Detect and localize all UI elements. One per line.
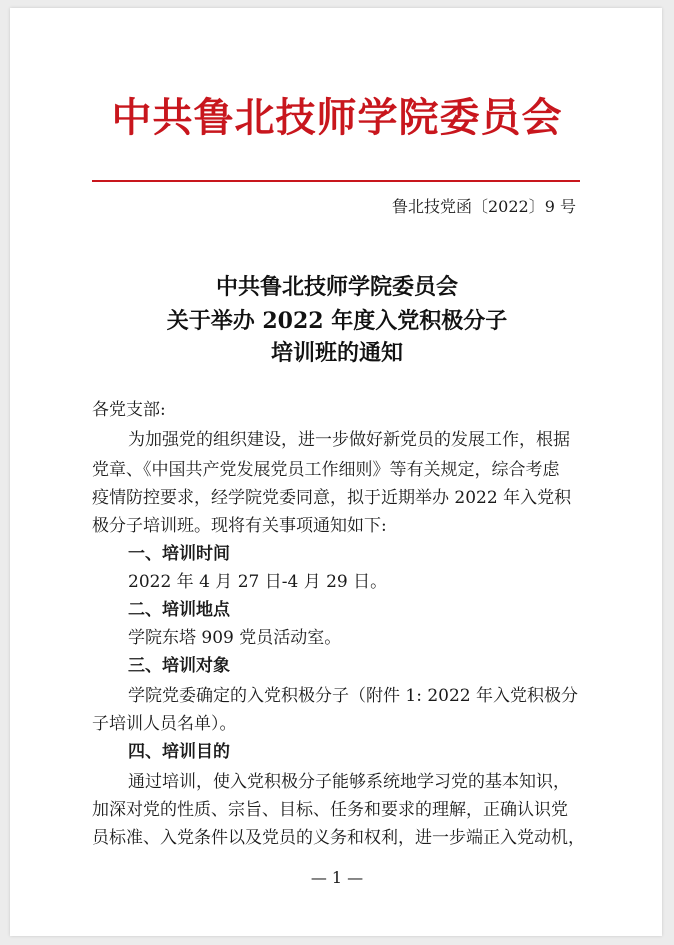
section-text: 子培训人员名单）。	[92, 714, 237, 734]
section-heading: 二、培训地点	[128, 600, 230, 620]
notice-title-line-2: 关于举办 2022 年度入党积极分子	[166, 308, 508, 334]
notice-title-line-1: 中共鲁北技师学院委员会	[215, 274, 458, 300]
page-number: — 1 —	[310, 868, 364, 887]
section-text: 2022 年 4 月 27 日-4 月 29 日。	[128, 572, 388, 592]
section-text: 通过培训，使入党积极分子能够系统地学习党的基本知识，	[128, 772, 570, 792]
section-text: 学院党委确定的入党积极分子（附件 1: 2022 年入党积极分	[128, 686, 579, 706]
org-red-header: 中共鲁北技师学院委员会	[111, 94, 563, 141]
intro-line: 党章、《中国共产党发展党员工作细则》等有关规定，综合考虑	[92, 460, 560, 480]
section-text: 加深对党的性质、宗旨、目标、任务和要求的理解，正确认识党	[92, 800, 568, 820]
section-heading: 一、培训时间	[128, 544, 230, 564]
section-text: 学院东塔 909 党员活动室。	[128, 628, 342, 648]
intro-line: 疫情防控要求，经学院党委同意，拟于近期举办 2022 年入党积	[92, 488, 572, 508]
notice-title-line-3: 培训班的通知	[270, 340, 403, 366]
section-heading: 三、培训对象	[128, 656, 230, 676]
intro-line: 极分子培训班。现将有关事项通知如下:	[92, 516, 387, 536]
salutation: 各党支部:	[92, 400, 166, 420]
section-heading: 四、培训目的	[128, 742, 230, 762]
section-text: 员标准、入党条件以及党员的义务和权利，进一步端正入党动机，	[92, 828, 585, 848]
intro-line: 为加强党的组织建设，进一步做好新党员的发展工作，根据	[128, 430, 570, 450]
red-divider-line	[92, 180, 580, 182]
document-number: 鲁北技党函〔2022〕9 号	[392, 197, 576, 216]
